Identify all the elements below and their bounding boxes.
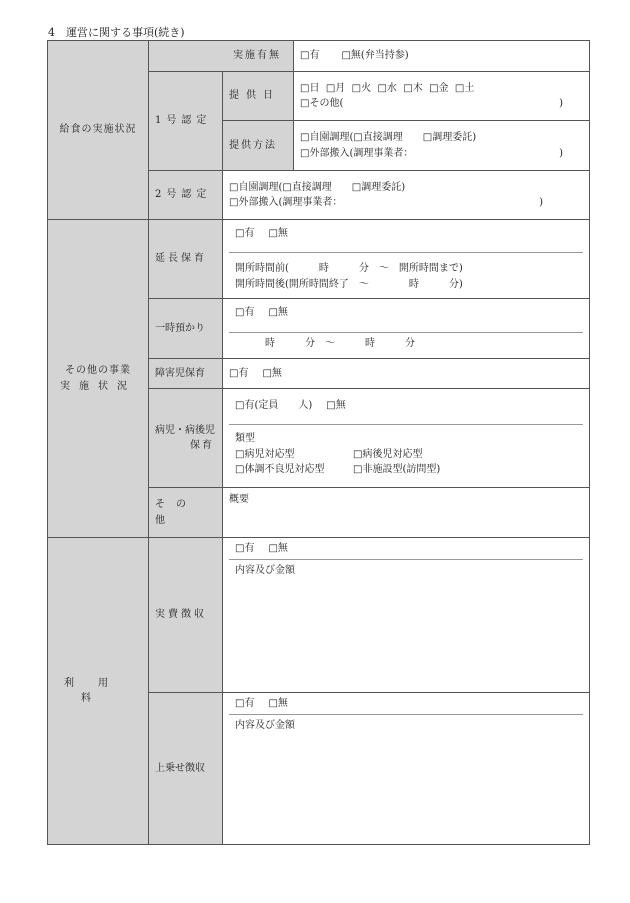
disabled-care-no-checkbox[interactable]: □無 (262, 367, 282, 379)
type2-options (223, 171, 590, 220)
sick-care-type-label: 類型 (235, 433, 255, 445)
other-business-label (48, 220, 149, 538)
sick-care-type-recovery-checkbox[interactable]: □病後児対応型 (353, 448, 423, 460)
disabled-care-label: 障害児保育 (149, 359, 223, 389)
actual-cost-availability (229, 540, 583, 559)
type2-external-close: ) (539, 197, 543, 208)
sick-care-type-visiting-checkbox[interactable]: □非施設型(訪問型) (353, 464, 441, 476)
meal-implementation-row (48, 41, 590, 72)
extended-care-hours (229, 252, 583, 295)
other-service-text: その他 (155, 499, 197, 526)
provision-method-label: 提供方法 (223, 121, 294, 171)
type1-external-close: ) (559, 147, 563, 159)
provision-day-label: 提供日 (223, 72, 294, 121)
other-business-label-line1: その他の事業 (65, 365, 131, 376)
fees-label-text: 利用料 (64, 677, 132, 704)
extra-charge-yes-checkbox[interactable]: □有 (235, 698, 255, 709)
fees-label (48, 538, 149, 845)
type2-self-cooking-checkbox[interactable]: □自園調理(□直接調理 □調理委託) (229, 181, 406, 193)
actual-cost-no-checkbox[interactable]: □無 (268, 543, 288, 554)
type1-external-delivery (300, 146, 583, 162)
sick-care-label (149, 389, 223, 488)
extra-charge-label: 上乗せ徴収 (149, 693, 223, 845)
temporary-care-time: 時 分 ～ 時 分 (229, 332, 583, 355)
actual-cost-cell (223, 538, 590, 693)
meal-implementation-text: 実施有無 (233, 50, 281, 62)
sick-care-availability (229, 395, 583, 424)
type1-certification-label (149, 72, 223, 171)
disabled-care-options (223, 359, 590, 389)
type2-certification-text: 2号認定 (155, 189, 212, 201)
actual-cost-row (48, 538, 590, 693)
type2-external-delivery-checkbox[interactable]: □外部搬入(調理事業者： (229, 197, 343, 208)
sick-care-label-line1: 病児・病後児 (155, 424, 215, 436)
provision-day-other (300, 96, 583, 112)
extended-care-no-checkbox[interactable]: □無 (268, 228, 288, 239)
meal-status-label: 給食の実施状況 (48, 41, 149, 220)
meal-implementation-yes-checkbox[interactable]: □有 (300, 50, 320, 62)
sick-care-type (229, 424, 583, 481)
day-sat-checkbox[interactable]: □土 (454, 82, 475, 94)
day-other-checkbox[interactable]: □その他( (300, 98, 344, 109)
extra-charge-detail (229, 714, 583, 842)
extended-care-cell (223, 220, 590, 299)
extended-care-yes-checkbox[interactable]: □有 (235, 228, 255, 239)
temporary-care-no-checkbox[interactable]: □無 (268, 307, 288, 319)
day-fri-checkbox[interactable]: □金 (429, 82, 449, 94)
temporary-care-cell (223, 299, 590, 359)
provision-day-options (294, 72, 590, 121)
day-mon-checkbox[interactable]: □月 (325, 82, 346, 94)
other-service-label (149, 488, 223, 538)
day-other-close: ) (559, 98, 563, 109)
actual-cost-yes-checkbox[interactable]: □有 (235, 543, 255, 554)
actual-cost-detail (229, 559, 583, 690)
sick-care-type-sick-checkbox[interactable]: □病児対応型 (235, 448, 295, 460)
provision-method-options (294, 121, 590, 171)
type1-certification-text: 1号認定 (155, 115, 212, 127)
type2-certification-label (149, 171, 223, 220)
other-service-summary (223, 488, 590, 538)
extended-care-availability (229, 223, 583, 252)
extra-charge-availability (229, 695, 583, 714)
sick-care-type-row2 (235, 462, 577, 478)
sick-care-cell (223, 389, 590, 488)
disabled-care-yes-checkbox[interactable]: □有 (229, 367, 249, 379)
meal-implementation-options (294, 41, 590, 72)
meal-implementation-label (149, 41, 294, 72)
actual-cost-detail-label: 内容及び金額 (235, 565, 295, 576)
sick-care-capacity-checkbox[interactable]: □有(定員 人) (235, 400, 313, 412)
temporary-care-availability (229, 302, 583, 332)
extended-care-after-closing: 開所時間後(開所時間終了 ～ 時 分) (235, 278, 463, 290)
type1-external-delivery-checkbox[interactable]: □外部搬入(調理事業者： (300, 147, 414, 159)
extra-charge-no-checkbox[interactable]: □無 (268, 698, 288, 709)
day-thu-checkbox[interactable]: □木 (403, 82, 423, 94)
day-sun-checkbox[interactable]: □日 (300, 82, 320, 94)
extra-charge-cell (223, 693, 590, 845)
extended-care-row (48, 220, 590, 299)
actual-cost-label: 実費徴収 (149, 538, 223, 693)
type1-self-cooking-checkbox[interactable]: □自園調理(□直接調理 □調理委託) (300, 132, 477, 143)
provision-day-weekdays (300, 81, 583, 97)
section-title: 4 運営に関する事項(続き) (48, 26, 185, 39)
meal-implementation-no-checkbox[interactable]: □無(弁当持参) (341, 50, 409, 62)
sick-care-type-row1 (235, 447, 577, 463)
sick-care-no-checkbox[interactable]: □無 (326, 400, 346, 412)
other-business-label-line2: 実施状況 (60, 380, 136, 392)
extended-care-label: 延長保育 (149, 220, 223, 299)
sick-care-label-line2: 保育 (190, 440, 214, 451)
temporary-care-label: 一時預かり (149, 299, 223, 359)
day-tue-checkbox[interactable]: □火 (351, 82, 372, 94)
temporary-care-yes-checkbox[interactable]: □有 (235, 307, 255, 319)
operations-form-table (47, 40, 590, 845)
sick-care-type-unwell-checkbox[interactable]: □体調不良児対応型 (235, 464, 325, 476)
extended-care-before-opening: 開所時間前( 時 分 ～ 開所時間まで) (235, 263, 463, 274)
other-service-summary-label: 概要 (229, 494, 249, 505)
type2-external-delivery (229, 195, 583, 211)
extra-charge-detail-label: 内容及び金額 (235, 720, 295, 731)
day-wed-checkbox[interactable]: □水 (377, 82, 397, 94)
